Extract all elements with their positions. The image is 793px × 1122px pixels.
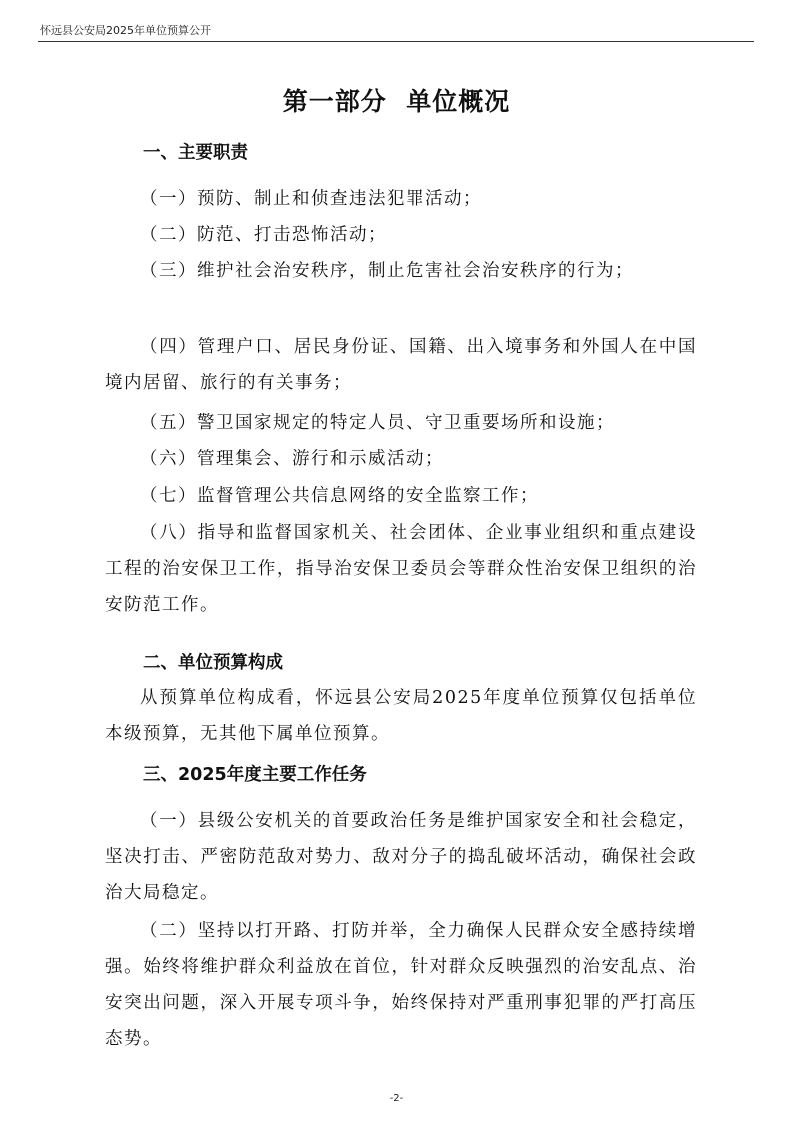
duty-item-6: （六）管理集会、游行和示威活动； [140,449,444,469]
document-header: 怀远县公安局2025年单位预算公开 [40,24,211,37]
task-item-2: （二）坚持以打开路、打防并举，全力确保人民群众安全感持续增强。始终将维护群众利益放在首位，针对群众反映强烈的治安乱点、治安突出问题，深入开展专项斗争，始终保持对严重刑事犯罪的严打高压态势。 [105,921,697,1049]
duty-item-4: （四）管理户口、居民身份证、国籍、出入境事务和外国人在中国境内居留、旅行的有关事务； [105,337,697,393]
duty-item-8: （八）指导和监督国家机关、社会团体、企业事业组织和重点建设工程的治安保卫工作，指导治安保卫委员会等群众性治安保卫组织的治安防范工作。 [105,523,697,615]
header-divider [38,41,754,42]
duty-item-1: （一）预防、制止和侦查违法犯罪活动； [140,189,482,209]
duty-item-5: （五）警卫国家规定的特定人员、守卫重要场所和设施； [140,413,615,433]
duty-item-3: （三）维护社会治安秩序，制止危害社会治安秩序的行为； [140,261,634,281]
duty-item-7: （七）监督管理公共信息网络的安全监察工作； [140,486,539,506]
page-title: 第一部分 单位概况 [282,87,511,116]
section-heading-tasks: 三、2025年度主要工作任务 [143,765,367,785]
duty-item-2: （二）防范、打击恐怖活动； [140,225,387,245]
page-number: -2- [389,1093,404,1104]
task-item-1: （一）县级公安机关的首要政治任务是维护国家安全和社会稳定，坚决打击、严密防范敌对势力、敌对分子的捣乱破坏活动，确保社会政治大局稳定。 [105,811,697,903]
section-heading-composition: 二、单位预算构成 [143,653,283,673]
section-heading-duties: 一、主要职责 [143,143,248,163]
composition-paragraph: 从预算单位构成看，怀远县公安局2025年度单位预算仅包括单位本级预算，无其他下属单位预算。 [105,688,697,744]
